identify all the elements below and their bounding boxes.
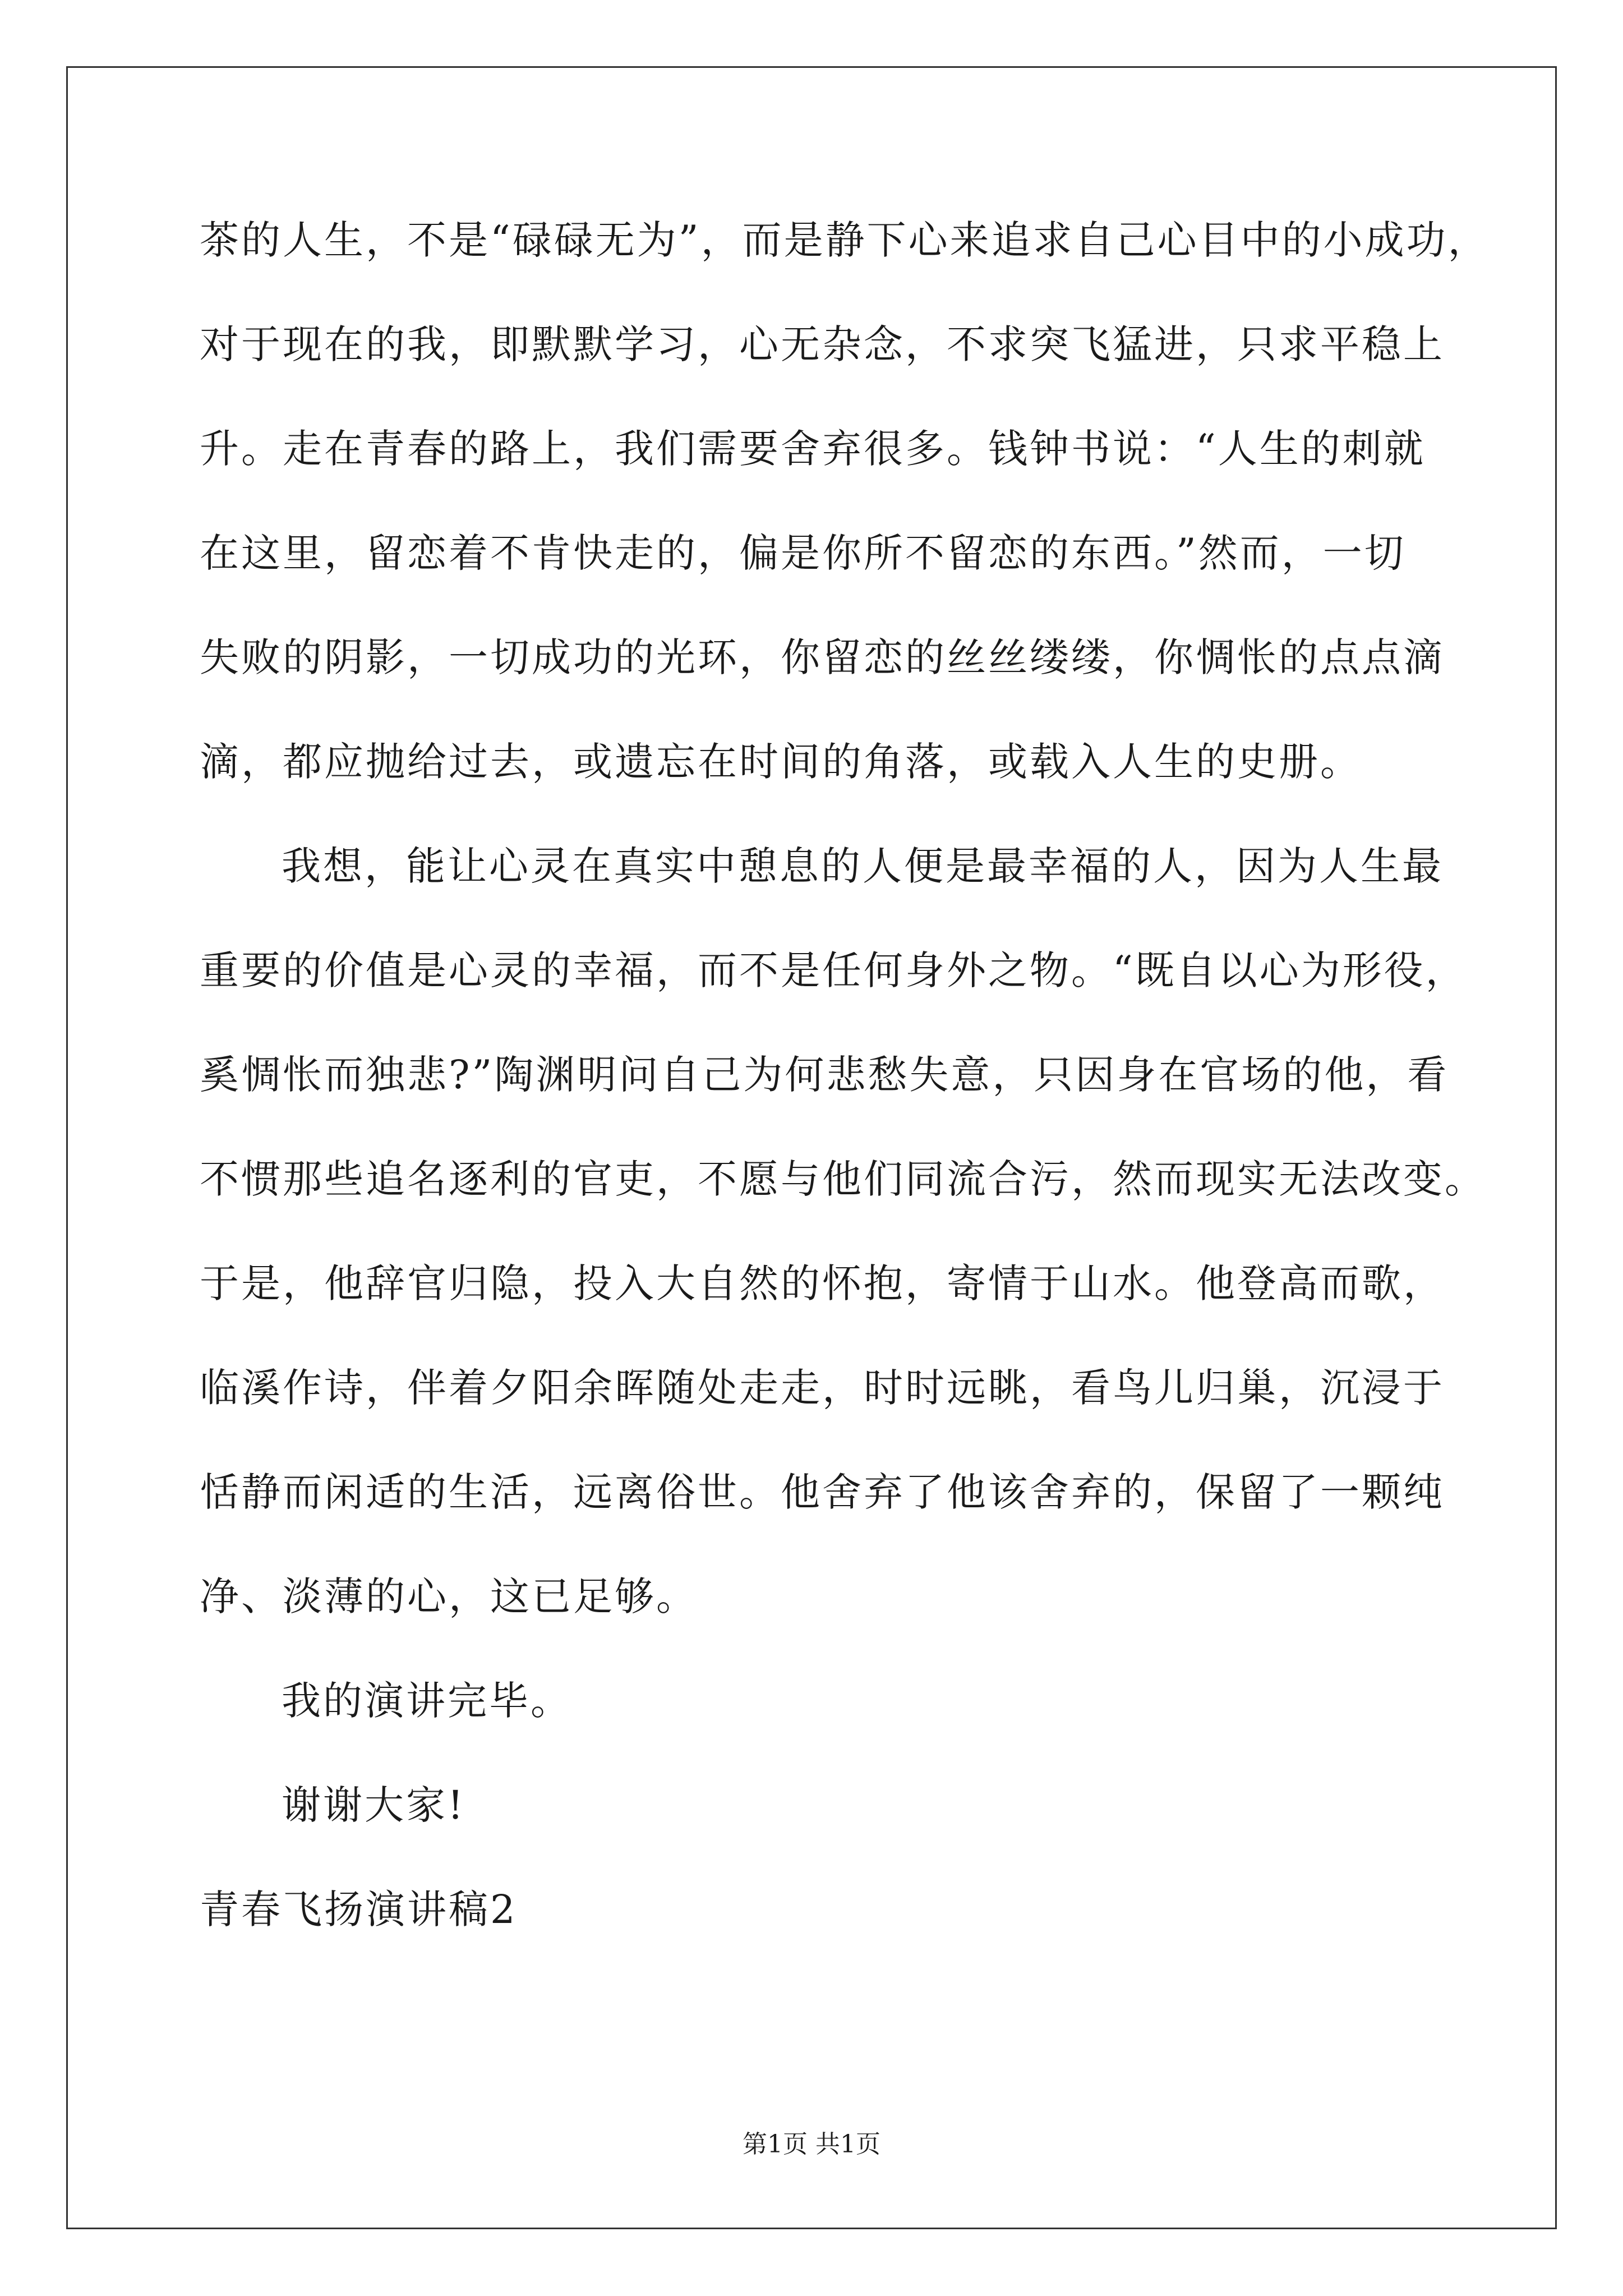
thanks-line: 谢谢大家! [282,1782,466,1828]
paragraph-line: 恬静而闲适的生活，远离俗世。他舍弃了他该舍弃的，保留了一颗纯 [200,1469,1445,1515]
document-body [200,217,1490,1991]
paragraph-line: 对于现在的我，即默默学习，心无杂念，不求突飞猛进，只求平稳上 [200,321,1445,367]
paragraph-line: 临溪作诗，伴着夕阳余晖随处走走，时时远眺，看鸟儿归巢，沉浸于 [200,1365,1445,1411]
page-footer: 第1页 共1页 [743,2130,880,2159]
paragraph-line: 失败的阴影，一切成功的光环，你留恋的丝丝缕缕，你惆怅的点点滴 [200,634,1445,680]
paragraph-line: 茶的人生，不是“碌碌无为”，而是静下心来追求自己心目中的小成功， [200,217,1490,263]
paragraph-line: 重要的价值是心灵的幸福，而不是任何身外之物。“既自以心为形役， [200,947,1467,993]
paragraph-line: 净、淡薄的心，这已足够。 [200,1573,698,1619]
paragraph-line: 于是，他辞官归隐，投入大自然的怀抱，寄情于山水。他登高而歌， [200,1260,1445,1306]
paragraph-line: 奚惆怅而独悲?”陶渊明问自己为何悲愁失意，只因身在官场的他，看 [200,1052,1449,1098]
paragraph-line: 不惯那些追名逐利的官吏，不愿与他们同流合污，然而现实无法改变。 [200,1156,1486,1202]
paragraph-line: 我想，能让心灵在真实中憩息的人便是最幸福的人，因为人生最 [282,843,1444,889]
closing-line: 我的演讲完毕。 [282,1678,572,1724]
paragraph-line: 升。走在青春的路上，我们需要舍弃很多。钱钟书说：“人生的刺就 [200,426,1426,472]
section-heading: 青春飞扬演讲稿2 [200,1887,518,1932]
paragraph-line: 在这里，留恋着不肯快走的，偏是你所不留恋的东西。”然而，一切 [200,530,1406,576]
paragraph-line: 滴，都应抛给过去，或遗忘在时间的角落，或载入人生的史册。 [200,739,1362,785]
